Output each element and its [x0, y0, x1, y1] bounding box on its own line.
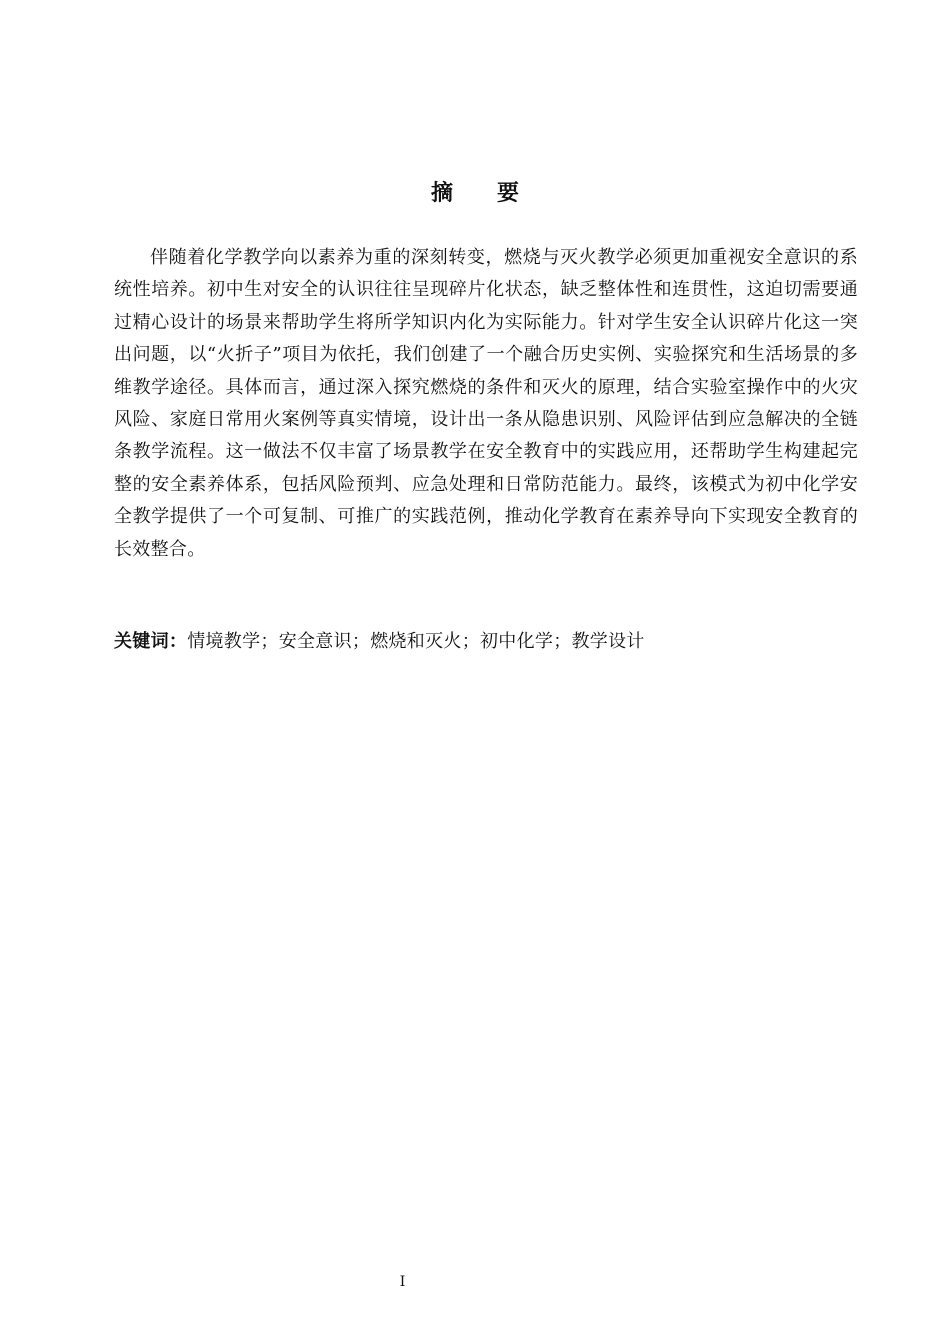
abstract-title: 摘要	[430, 181, 563, 206]
abstract-paragraph: 伴随着化学教学向以素养为重的深刻转变，燃烧与灭火教学必须更加重视安全意识的系统性培养。初中生对安全的认识往往呈现碎片化状态，缺乏整体性和连贯性，这迫切需要通过精心设计的场景来帮助学生将所学知识内化为实际能力。针对学生安全认识碎片化这一突出问题，以“火折子”项目为依托，我们创建了一个融合历史实例、实验探究和生活场景的多维教学途径。具体而言，通过深入探究燃烧的条件和灭火的原理，结合实验室操作中的火灾风险、家庭日常用火案例等真实情境，设计出一条从隐患识别、风险评估到应急解决的全链条教学流程。这一做法不仅丰富了场景教学在安全教育中的实践应用，还帮助学生构建起完整的安全素养体系，包括风险预判、应急处理和日常防范能力。最终，该模式为初中化学安全教学提供了一个可复制、可推广的实践范例，推动化学教育在素养导向下实现安全教育的长效整合。	[114, 247, 858, 560]
keywords-line	[114, 626, 858, 658]
page-number: I	[399, 1274, 406, 1290]
keywords-label: 关键词：	[114, 631, 188, 652]
keywords-text: 情境教学；安全意识；燃烧和灭火；初中化学；教学设计	[187, 631, 645, 652]
